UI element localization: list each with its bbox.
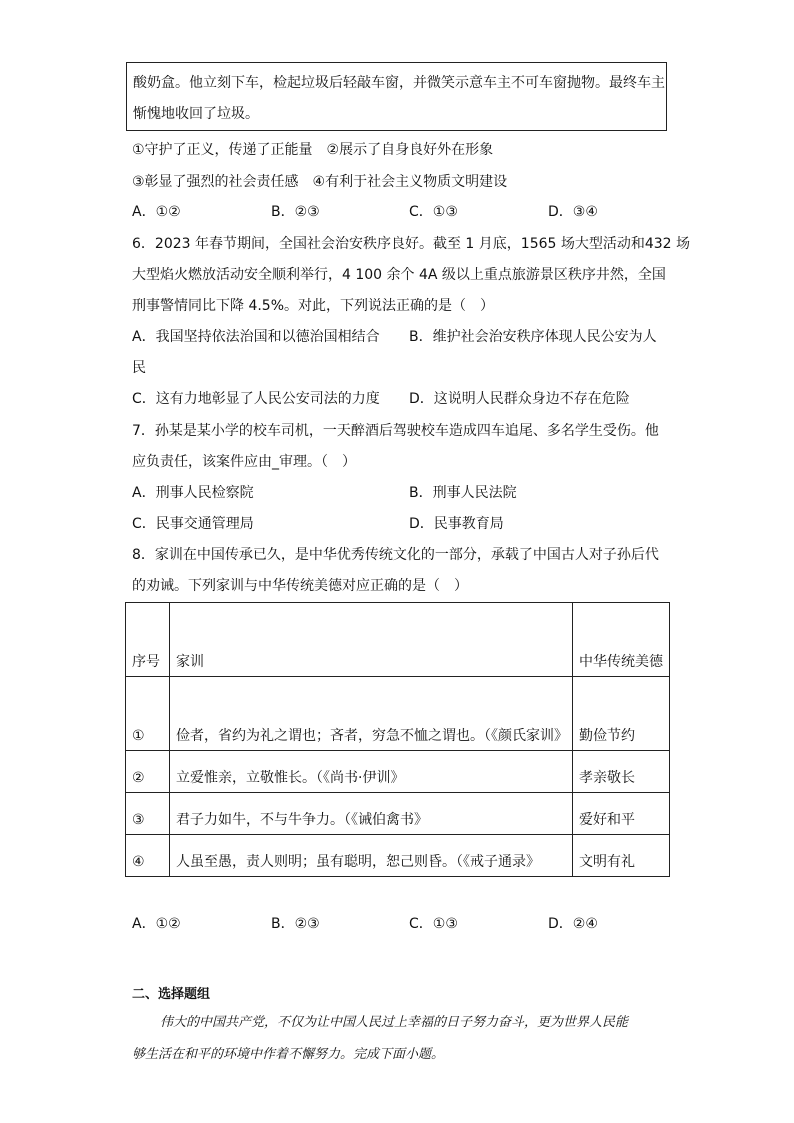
table-cell: ④ <box>126 835 170 877</box>
q6-stem: 6．2023 年春节期间，全国社会治安秩序良好。截至 1 月底，1565 场大型活动和432 场 <box>132 236 691 252</box>
q5-option-d[interactable]: D．③④ <box>548 204 598 220</box>
q7-option-a[interactable]: A．刑事人民检察院 <box>132 485 254 501</box>
q5-statement: ③彰显了强烈的社会责任感 ④有利于社会主义物质文明建设 <box>132 174 508 190</box>
q8-option-c[interactable]: C．①③ <box>409 916 458 932</box>
q5-statement: ①守护了正义，传递了正能量 ②展示了自身良好外在形象 <box>132 142 494 158</box>
q7-options-row <box>132 514 672 534</box>
table-header-cell: 家训 <box>170 603 573 677</box>
q7-stem: 7．孙某是某小学的校车司机，一天醉酒后驾驶校车造成四车追尾、多名学生受伤。他 <box>132 423 659 439</box>
passage-line: 酸奶盒。他立刻下车，检起垃圾后轻敲车窗，并微笑示意车主不可车窗抛物。最终车主 <box>133 75 665 91</box>
q7-stem: 应负责任，该案件应由_审理。（ ） <box>132 454 356 470</box>
q5-option-b[interactable]: B．②③ <box>271 204 320 220</box>
q7-option-b[interactable]: B．刑事人民法院 <box>409 485 517 501</box>
table-cell: 爱好和平 <box>573 793 670 835</box>
table-cell: 文明有礼 <box>573 835 670 877</box>
table-row <box>126 793 670 835</box>
q5-option-c[interactable]: C．①③ <box>409 204 458 220</box>
q6-option-c[interactable]: C．这有力地彰显了人民公安司法的力度 <box>132 391 380 407</box>
q8-option-b[interactable]: B．②③ <box>271 916 320 932</box>
q7-option-d[interactable]: D．民事教育局 <box>409 516 504 532</box>
section-passage: 伟大的中国共产党，不仅为让中国人民过上幸福的日子努力奋斗，更为世界人民能 <box>160 1015 629 1030</box>
table-cell: 俭者，省约为礼之谓也；吝者，穷急不恤之谓也。（《颜氏家训》 <box>170 677 573 751</box>
section-title: 二、选择题组 <box>132 987 211 1002</box>
table-cell: ① <box>126 677 170 751</box>
q5-options <box>132 202 672 222</box>
q8-option-d[interactable]: D．②④ <box>548 916 598 932</box>
q8-stem: 的劝诫。下列家训与中华传统美德对应正确的是（ ） <box>132 578 468 594</box>
table-row <box>126 677 670 751</box>
table-cell: 人虽至愚，责人则明；虽有聪明，恕己则昏。（《戒子通录》 <box>170 835 573 877</box>
table-header-row <box>126 603 670 677</box>
q5-option-a[interactable]: A．①② <box>132 204 181 220</box>
table-cell: 立爱惟亲，立敬惟长。（《尚书·伊训》 <box>170 751 573 793</box>
q8-options <box>132 914 672 934</box>
table-cell: 孝亲敬长 <box>573 751 670 793</box>
q6-stem: 刑事警情同比下降 4.5%。对此，下列说法正确的是（ ） <box>132 298 495 314</box>
q6-option-b-cont: 民 <box>132 360 146 376</box>
q8-stem: 8．家训在中国传承已久，是中华优秀传统文化的一部分，承载了中国古人对子孙后代 <box>132 547 659 563</box>
passage-line: 惭愧地收回了垃圾。 <box>133 106 259 122</box>
table-cell: ③ <box>126 793 170 835</box>
q8-option-a[interactable]: A．①② <box>132 916 181 932</box>
q7-option-c[interactable]: C．民事交通管理局 <box>132 516 254 532</box>
table-row <box>126 835 670 877</box>
q6-option-b[interactable]: B．维护社会治安秩序体现人民公安为人 <box>409 329 657 345</box>
table-cell: 君子力如牛，不与牛争力。（《诫伯禽书》 <box>170 793 573 835</box>
section-passage: 够生活在和平的环境中作着不懈努力。完成下面小题。 <box>132 1047 445 1062</box>
passage-box <box>126 62 667 131</box>
table-header-cell: 序号 <box>126 603 170 677</box>
q6-option-a[interactable]: A．我国坚持依法治国和以德治国相结合 <box>132 329 380 345</box>
table-cell: 勤俭节约 <box>573 677 670 751</box>
table-cell: ② <box>126 751 170 793</box>
q6-option-d[interactable]: D．这说明人民群众身边不存在危险 <box>409 391 630 407</box>
table-header-cell: 中华传统美德 <box>573 603 670 677</box>
q6-options-row <box>132 389 672 409</box>
q6-options-row <box>132 327 672 347</box>
q7-options-row <box>132 483 672 503</box>
table-row <box>126 751 670 793</box>
family-instruction-table <box>125 602 670 877</box>
q6-stem: 大型焰火燃放活动安全顺利举行，4 100 余个 4A 级以上重点旅游景区秩序井然，全国 <box>132 267 666 283</box>
